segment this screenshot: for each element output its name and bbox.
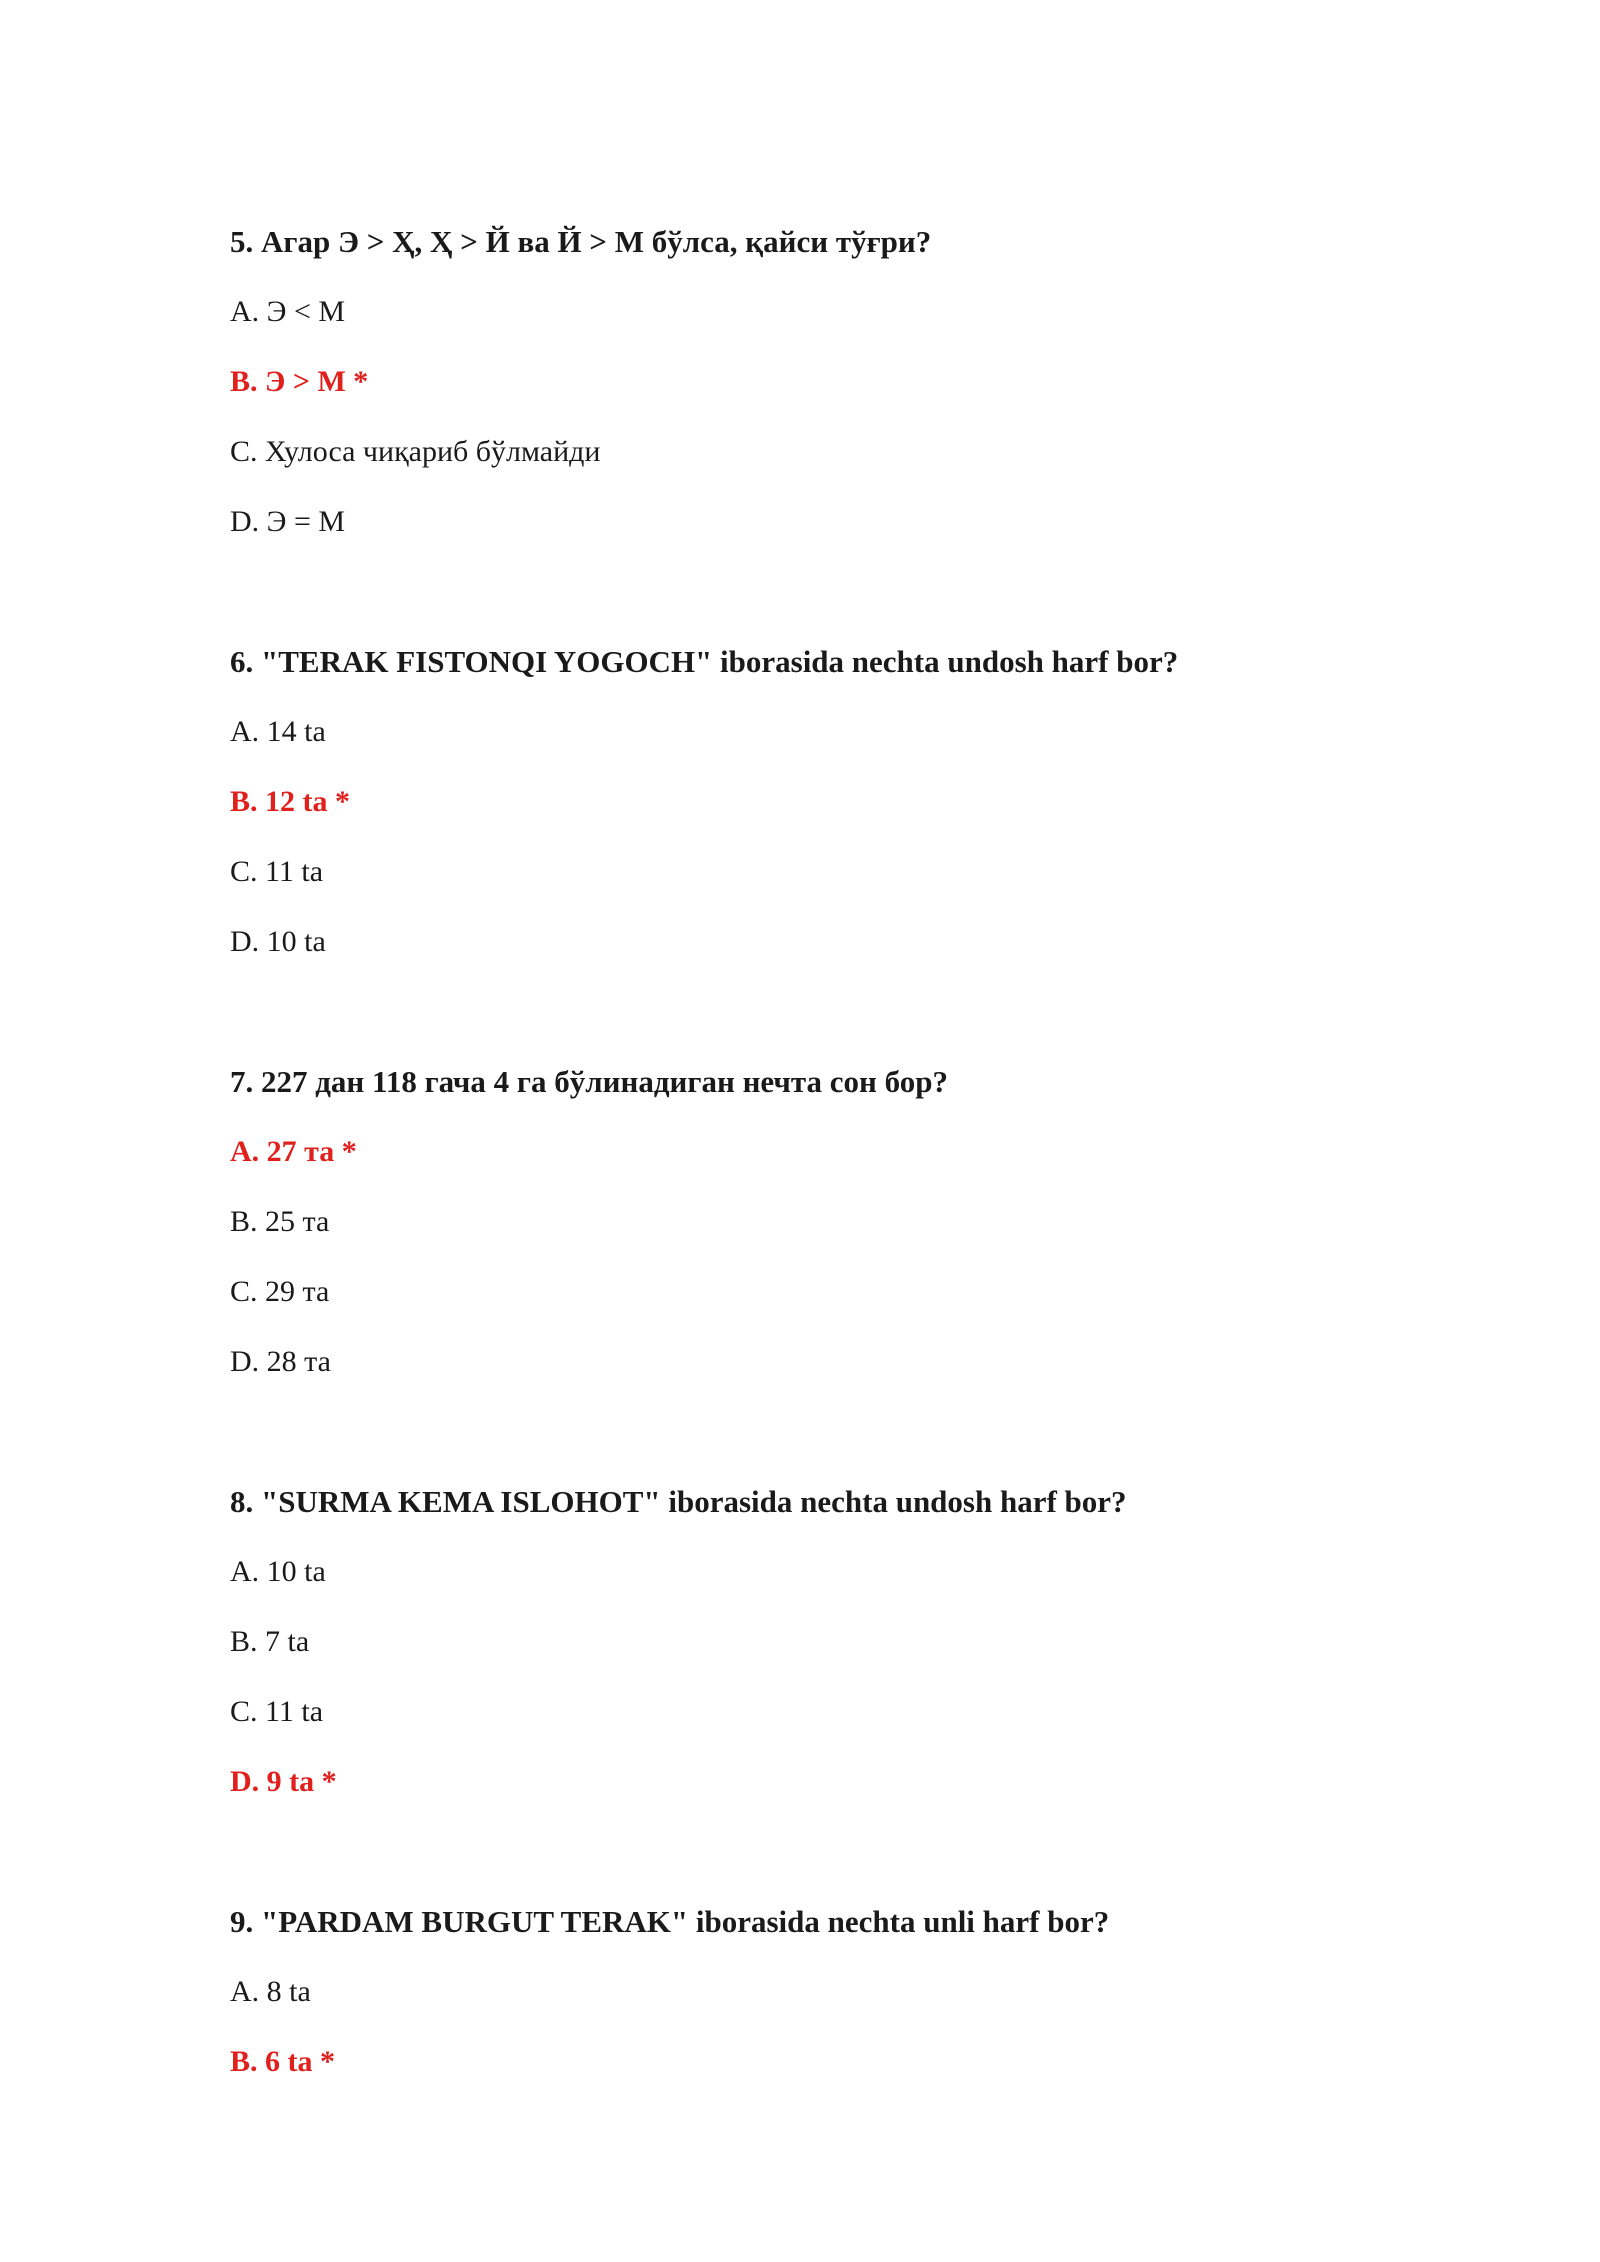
option-d: D. 10 ta xyxy=(230,925,326,958)
option-c: C. 29 та xyxy=(230,1275,330,1308)
option-b: B. 7 ta xyxy=(230,1625,310,1658)
question-text: 7. 227 дан 118 гача 4 га бўлинадиган нечта сон бор? xyxy=(230,1064,948,1099)
question-9 xyxy=(230,1902,1430,2078)
option-b-correct: B. 12 ta * xyxy=(230,785,350,818)
option-d: D. Э = М xyxy=(230,505,346,538)
question-6 xyxy=(230,642,1430,958)
question-text: 9. "PARDAM BURGUT TERAK" iborasida nechta unli harf bor? xyxy=(230,1904,1110,1939)
option-b-correct: B. Э > М * xyxy=(230,365,369,398)
option-a: A. 14 ta xyxy=(230,715,326,748)
question-text: 6. "TERAK FISTONQI YOGOCH" iborasida nechta undosh harf bor? xyxy=(230,644,1179,679)
option-a-correct: A. 27 та * xyxy=(230,1135,357,1168)
question-text: 8. "SURMA KEMA ISLOHOT" iborasida nechta undosh harf bor? xyxy=(230,1484,1127,1519)
question-8 xyxy=(230,1482,1430,1798)
option-c: C. Хулоса чиқариб бўлмайди xyxy=(230,435,601,468)
option-d: D. 28 та xyxy=(230,1345,331,1378)
option-a: A. 10 ta xyxy=(230,1555,326,1588)
option-a: A. 8 ta xyxy=(230,1975,311,2008)
option-c: C. 11 ta xyxy=(230,855,324,888)
option-b-correct: B. 6 ta * xyxy=(230,2045,335,2078)
option-d-correct: D. 9 ta * xyxy=(230,1765,337,1798)
question-5 xyxy=(230,222,1430,538)
question-text: 5. Агар Э > Ҳ, Ҳ > Й ва Й > М бўлса, қайси тўғри? xyxy=(230,224,932,259)
option-a: A. Э < М xyxy=(230,295,346,328)
option-b: B. 25 та xyxy=(230,1205,330,1238)
question-7 xyxy=(230,1062,1430,1378)
option-c: C. 11 ta xyxy=(230,1695,324,1728)
